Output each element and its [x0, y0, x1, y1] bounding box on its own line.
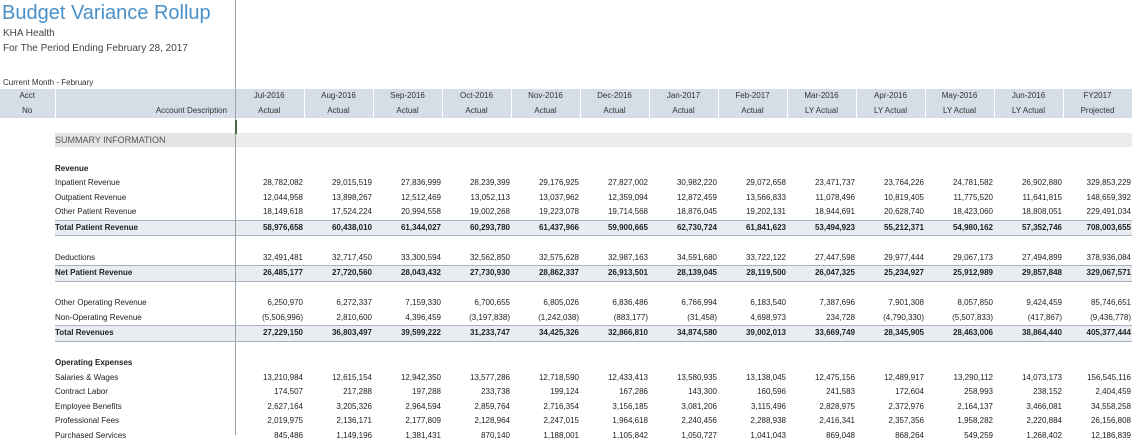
value-cell: (1,242,038) — [511, 311, 580, 326]
value-cell: 12,615,154 — [304, 371, 373, 386]
table-row — [0, 205, 1132, 220]
account-label: Contract Labor — [55, 385, 235, 400]
value-cell: 53,494,923 — [787, 220, 856, 236]
month-header: Dec-2016 — [580, 89, 649, 104]
value-cell: 29,977,444 — [856, 251, 925, 266]
value-cell: 32,562,850 — [442, 251, 511, 266]
value-cell: 61,841,623 — [718, 220, 787, 236]
value-cell: 61,344,027 — [373, 220, 442, 236]
value-cell: 708,003,655 — [1063, 220, 1132, 236]
value-cell: 34,425,326 — [511, 326, 580, 342]
acct-cell — [0, 205, 55, 220]
value-cell: 29,072,658 — [718, 176, 787, 191]
value-cell: (417,867) — [994, 311, 1063, 326]
value-cell: 13,210,984 — [235, 371, 304, 386]
spacer-cell — [0, 236, 1132, 251]
month-header: Apr-2016 — [856, 89, 925, 104]
value-cell: 143,300 — [649, 385, 718, 400]
value-cell: 29,176,925 — [511, 176, 580, 191]
value-cell: 6,700,655 — [442, 296, 511, 311]
value-cell: 2,164,137 — [925, 400, 994, 415]
value-cell: 7,901,308 — [856, 296, 925, 311]
value-cell: 7,387,696 — [787, 296, 856, 311]
value-cell: 25,234,927 — [856, 266, 925, 282]
header-row-bottom — [0, 104, 1132, 119]
report-period: For The Period Ending February 28, 2017 — [3, 43, 188, 54]
value-cell: 32,866,810 — [580, 326, 649, 342]
frozen-pane-divider[interactable] — [235, 0, 236, 435]
section-band — [235, 133, 1132, 148]
value-cell: 18,808,051 — [994, 205, 1063, 220]
value-cell: 55,212,371 — [856, 220, 925, 236]
value-cell: 13,138,045 — [718, 371, 787, 386]
acct-cell — [0, 326, 55, 342]
value-type-header: Actual — [580, 104, 649, 119]
value-cell: 1,188,001 — [511, 429, 580, 443]
value-cell: 1,050,727 — [649, 429, 718, 443]
value-cell: 2,136,171 — [304, 414, 373, 429]
value-cell: 12,433,413 — [580, 371, 649, 386]
value-cell: 1,381,431 — [373, 429, 442, 443]
account-label: Total Revenues — [55, 326, 235, 342]
value-cell: 26,485,177 — [235, 266, 304, 282]
spacer-row — [0, 236, 1132, 251]
value-cell: 85,746,651 — [1063, 296, 1132, 311]
spacer-row — [0, 341, 1132, 356]
value-cell: 34,874,580 — [649, 326, 718, 342]
total-row — [0, 326, 1132, 342]
value-type-header: Actual — [373, 104, 442, 119]
value-cell: 4,396,459 — [373, 311, 442, 326]
total-row — [0, 266, 1132, 282]
value-type-header: LY Actual — [787, 104, 856, 119]
category-blank — [235, 356, 1132, 371]
value-cell: 329,067,571 — [1063, 266, 1132, 282]
value-cell: 6,805,026 — [511, 296, 580, 311]
acct-cell — [0, 162, 55, 177]
table-row — [0, 429, 1132, 443]
acct-cell — [0, 385, 55, 400]
value-cell: 11,078,496 — [787, 191, 856, 206]
value-cell: 32,575,628 — [511, 251, 580, 266]
value-cell: 28,782,082 — [235, 176, 304, 191]
value-cell: 34,558,258 — [1063, 400, 1132, 415]
value-cell: 13,566,833 — [718, 191, 787, 206]
value-cell: 11,775,520 — [925, 191, 994, 206]
value-cell: 13,052,113 — [442, 191, 511, 206]
value-type-header: LY Actual — [925, 104, 994, 119]
category-row — [0, 162, 1132, 177]
value-cell: 12,512,469 — [373, 191, 442, 206]
value-cell: 8,057,850 — [925, 296, 994, 311]
acct-cell — [0, 311, 55, 326]
table-row — [0, 385, 1132, 400]
month-header: May-2016 — [925, 89, 994, 104]
value-cell: 2,372,976 — [856, 400, 925, 415]
value-cell: 2,627,164 — [235, 400, 304, 415]
spacer-cell — [0, 147, 1132, 162]
value-cell: 2,240,456 — [649, 414, 718, 429]
value-cell: 27,836,999 — [373, 176, 442, 191]
value-type-header: Actual — [235, 104, 304, 119]
value-cell: 23,471,737 — [787, 176, 856, 191]
value-cell: 2,859,764 — [442, 400, 511, 415]
value-cell: 54,980,162 — [925, 220, 994, 236]
value-cell: 26,913,501 — [580, 266, 649, 282]
header-row-top — [0, 89, 1132, 104]
value-cell: 258,993 — [925, 385, 994, 400]
value-cell: (3,197,838) — [442, 311, 511, 326]
value-cell: 1,149,196 — [304, 429, 373, 443]
value-cell: 27,229,150 — [235, 326, 304, 342]
value-cell: 27,827,002 — [580, 176, 649, 191]
value-cell: 18,876,045 — [649, 205, 718, 220]
value-cell: 28,239,399 — [442, 176, 511, 191]
spacer-row — [0, 281, 1132, 296]
value-cell: 199,124 — [511, 385, 580, 400]
value-cell: 29,067,173 — [925, 251, 994, 266]
value-cell: 33,669,749 — [787, 326, 856, 342]
month-header: Feb-2017 — [718, 89, 787, 104]
month-header: Mar-2016 — [787, 89, 856, 104]
value-cell: 2,019,975 — [235, 414, 304, 429]
value-cell: 241,583 — [787, 385, 856, 400]
value-cell: 160,596 — [718, 385, 787, 400]
value-cell: 61,437,966 — [511, 220, 580, 236]
value-cell: (5,506,996) — [235, 311, 304, 326]
value-cell: 12,475,156 — [787, 371, 856, 386]
value-type-header: Actual — [304, 104, 373, 119]
current-view-label: Current Month - February — [3, 78, 93, 87]
value-cell: 1,041,043 — [718, 429, 787, 443]
value-cell: 2,964,594 — [373, 400, 442, 415]
variance-table — [0, 89, 1133, 443]
account-description-header: Account Description — [55, 104, 235, 119]
value-cell: 28,043,432 — [373, 266, 442, 282]
value-cell: 19,002,268 — [442, 205, 511, 220]
value-cell: 58,976,658 — [235, 220, 304, 236]
month-header: Aug-2016 — [304, 89, 373, 104]
value-cell: 26,902,880 — [994, 176, 1063, 191]
value-cell: 1,958,282 — [925, 414, 994, 429]
value-cell: 14,073,173 — [994, 371, 1063, 386]
section-header-row — [0, 133, 1132, 148]
value-cell: 36,803,497 — [304, 326, 373, 342]
month-header: Oct-2016 — [442, 89, 511, 104]
value-cell: 19,714,568 — [580, 205, 649, 220]
value-cell: 13,290,112 — [925, 371, 994, 386]
account-label: Net Patient Revenue — [55, 266, 235, 282]
table-row — [0, 191, 1132, 206]
value-cell: 28,345,905 — [856, 326, 925, 342]
value-cell: 174,507 — [235, 385, 304, 400]
value-cell: 2,810,600 — [304, 311, 373, 326]
value-cell: 33,722,122 — [718, 251, 787, 266]
value-cell: 12,044,958 — [235, 191, 304, 206]
value-cell: 18,423,060 — [925, 205, 994, 220]
value-cell: 27,494,899 — [994, 251, 1063, 266]
value-cell: 59,900,665 — [580, 220, 649, 236]
value-cell: 3,466,081 — [994, 400, 1063, 415]
value-cell: 27,730,930 — [442, 266, 511, 282]
value-cell: 2,828,975 — [787, 400, 856, 415]
value-type-header: LY Actual — [856, 104, 925, 119]
value-cell: 6,272,337 — [304, 296, 373, 311]
value-cell: 868,264 — [856, 429, 925, 443]
value-cell: 32,491,481 — [235, 251, 304, 266]
value-cell: 13,577,286 — [442, 371, 511, 386]
category-row — [0, 356, 1132, 371]
account-label: Outpatient Revenue — [55, 191, 235, 206]
value-cell: 2,220,884 — [994, 414, 1063, 429]
spacer-row — [0, 118, 1132, 133]
value-cell: 2,716,354 — [511, 400, 580, 415]
value-cell: 28,862,337 — [511, 266, 580, 282]
value-cell: 27,720,560 — [304, 266, 373, 282]
value-cell: 30,982,220 — [649, 176, 718, 191]
value-cell: 12,872,459 — [649, 191, 718, 206]
value-cell: 12,186,839 — [1063, 429, 1132, 443]
value-cell: 238,152 — [994, 385, 1063, 400]
value-cell: 2,288,938 — [718, 414, 787, 429]
value-cell: 2,177,809 — [373, 414, 442, 429]
value-cell: 4,698,973 — [718, 311, 787, 326]
value-cell: 12,489,917 — [856, 371, 925, 386]
value-cell: 20,994,558 — [373, 205, 442, 220]
value-cell: 3,156,185 — [580, 400, 649, 415]
total-row — [0, 220, 1132, 236]
account-label: Deductions — [55, 251, 235, 266]
acct-no-header: No — [0, 104, 55, 119]
value-cell: 6,766,994 — [649, 296, 718, 311]
value-cell: 869,048 — [787, 429, 856, 443]
value-cell: (31,458) — [649, 311, 718, 326]
company-name: KHA Health — [3, 28, 55, 39]
value-cell: 2,247,015 — [511, 414, 580, 429]
value-cell: 33,300,594 — [373, 251, 442, 266]
value-cell: 234,728 — [787, 311, 856, 326]
value-cell: 13,580,935 — [649, 371, 718, 386]
value-cell: 156,545,116 — [1063, 371, 1132, 386]
value-cell: (4,790,330) — [856, 311, 925, 326]
desc-header-blank — [55, 89, 235, 104]
value-cell: 870,140 — [442, 429, 511, 443]
value-cell: 549,259 — [925, 429, 994, 443]
value-cell: 3,081,206 — [649, 400, 718, 415]
value-cell: 329,853,229 — [1063, 176, 1132, 191]
value-cell: 10,819,405 — [856, 191, 925, 206]
spacer-cell — [0, 281, 1132, 296]
value-cell: 28,119,500 — [718, 266, 787, 282]
value-cell: 23,764,226 — [856, 176, 925, 191]
acct-cell — [0, 296, 55, 311]
value-cell: 1,268,402 — [994, 429, 1063, 443]
value-cell: 12,942,350 — [373, 371, 442, 386]
value-cell: 26,047,325 — [787, 266, 856, 282]
account-label: Non-Operating Revenue — [55, 311, 235, 326]
value-cell: 31,233,747 — [442, 326, 511, 342]
value-cell: 38,864,440 — [994, 326, 1063, 342]
account-label: Professional Fees — [55, 414, 235, 429]
value-cell: 19,223,078 — [511, 205, 580, 220]
value-cell: 62,730,724 — [649, 220, 718, 236]
account-label: Purchased Services — [55, 429, 235, 443]
value-cell: 378,936,084 — [1063, 251, 1132, 266]
value-cell: 20,628,740 — [856, 205, 925, 220]
value-cell: 25,912,989 — [925, 266, 994, 282]
value-cell: 6,836,486 — [580, 296, 649, 311]
value-type-header: LY Actual — [994, 104, 1063, 119]
acct-cell — [0, 414, 55, 429]
value-type-header: Actual — [511, 104, 580, 119]
value-cell: (883,177) — [580, 311, 649, 326]
acct-cell — [0, 429, 55, 443]
value-cell: 17,524,224 — [304, 205, 373, 220]
category-label: Operating Expenses — [55, 356, 235, 371]
value-cell: 2,416,341 — [787, 414, 856, 429]
table-row — [0, 311, 1132, 326]
value-cell: 845,486 — [235, 429, 304, 443]
section-blank — [0, 133, 55, 148]
value-type-header: Projected — [1063, 104, 1132, 119]
table-row — [0, 400, 1132, 415]
value-cell: 29,857,848 — [994, 266, 1063, 282]
value-cell: 13,898,267 — [304, 191, 373, 206]
value-cell: 26,156,808 — [1063, 414, 1132, 429]
value-cell: 27,447,598 — [787, 251, 856, 266]
value-cell: 12,718,590 — [511, 371, 580, 386]
value-cell: 60,438,010 — [304, 220, 373, 236]
acct-header: Acct — [0, 89, 55, 104]
month-header: FY2017 — [1063, 89, 1132, 104]
value-cell: 24,781,582 — [925, 176, 994, 191]
value-cell: 18,944,691 — [787, 205, 856, 220]
value-cell: 29,015,519 — [304, 176, 373, 191]
account-label: Total Patient Revenue — [55, 220, 235, 236]
value-cell: 167,286 — [580, 385, 649, 400]
category-blank — [235, 162, 1132, 177]
acct-cell — [0, 400, 55, 415]
value-cell: 28,463,006 — [925, 326, 994, 342]
value-cell: 229,491,034 — [1063, 205, 1132, 220]
spacer-cell — [0, 118, 1132, 133]
month-header: Jul-2016 — [235, 89, 304, 104]
value-cell: 172,604 — [856, 385, 925, 400]
acct-cell — [0, 191, 55, 206]
table-row — [0, 251, 1132, 266]
section-label: SUMMARY INFORMATION — [55, 133, 235, 148]
month-header: Sep-2016 — [373, 89, 442, 104]
value-type-header: Actual — [718, 104, 787, 119]
category-label: Revenue — [55, 162, 235, 177]
value-cell: 148,659,392 — [1063, 191, 1132, 206]
month-header: Nov-2016 — [511, 89, 580, 104]
value-cell: 32,717,450 — [304, 251, 373, 266]
value-cell: 13,037,962 — [511, 191, 580, 206]
value-cell: 39,599,222 — [373, 326, 442, 342]
account-label: Other Patient Revenue — [55, 205, 235, 220]
report-title: Budget Variance Rollup — [2, 2, 211, 25]
value-cell: 3,205,326 — [304, 400, 373, 415]
value-cell: 233,738 — [442, 385, 511, 400]
value-cell: 7,159,330 — [373, 296, 442, 311]
value-cell: 57,352,746 — [994, 220, 1063, 236]
value-cell: (9,436,778) — [1063, 311, 1132, 326]
acct-cell — [0, 220, 55, 236]
account-label: Other Operating Revenue — [55, 296, 235, 311]
table-row — [0, 371, 1132, 386]
acct-cell — [0, 356, 55, 371]
table-row — [0, 176, 1132, 191]
table-row — [0, 414, 1132, 429]
account-label: Inpatient Revenue — [55, 176, 235, 191]
value-type-header: Actual — [649, 104, 718, 119]
table-row — [0, 296, 1132, 311]
value-cell: 32,987,163 — [580, 251, 649, 266]
value-cell: 2,357,356 — [856, 414, 925, 429]
acct-cell — [0, 176, 55, 191]
value-cell: 405,377,444 — [1063, 326, 1132, 342]
value-cell: 39,002,013 — [718, 326, 787, 342]
spacer-row — [0, 147, 1132, 162]
value-cell: 1,105,842 — [580, 429, 649, 443]
value-cell: 1,964,618 — [580, 414, 649, 429]
value-cell: 34,591,680 — [649, 251, 718, 266]
value-cell: 9,424,459 — [994, 296, 1063, 311]
acct-cell — [0, 266, 55, 282]
value-type-header: Actual — [442, 104, 511, 119]
value-cell: 2,404,459 — [1063, 385, 1132, 400]
month-header: Jan-2017 — [649, 89, 718, 104]
value-cell: 2,128,964 — [442, 414, 511, 429]
acct-cell — [0, 371, 55, 386]
value-cell: 12,359,094 — [580, 191, 649, 206]
spacer-cell — [0, 341, 1132, 356]
acct-cell — [0, 251, 55, 266]
month-header: Jun-2016 — [994, 89, 1063, 104]
value-cell: 6,250,970 — [235, 296, 304, 311]
value-cell: 197,288 — [373, 385, 442, 400]
value-cell: (5,507,833) — [925, 311, 994, 326]
value-cell: 60,293,780 — [442, 220, 511, 236]
value-cell: 18,149,618 — [235, 205, 304, 220]
value-cell: 11,641,815 — [994, 191, 1063, 206]
cell-cursor — [235, 120, 237, 134]
value-cell: 28,139,045 — [649, 266, 718, 282]
account-label: Employee Benefits — [55, 400, 235, 415]
value-cell: 6,183,540 — [718, 296, 787, 311]
value-cell: 19,202,131 — [718, 205, 787, 220]
account-label: Salaries & Wages — [55, 371, 235, 386]
value-cell: 3,115,496 — [718, 400, 787, 415]
value-cell: 217,288 — [304, 385, 373, 400]
